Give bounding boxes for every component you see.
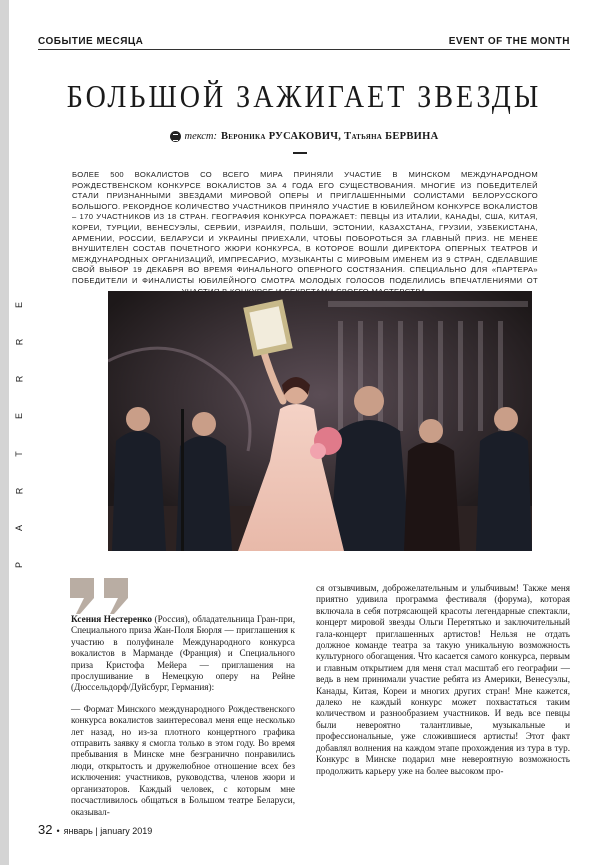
side-letter: R <box>14 338 24 346</box>
article-title: БОЛЬШОЙ ЗАЖИГАЕТ ЗВЕЗДЫ <box>66 79 542 116</box>
interviewee-name: Ксения Нестеренко <box>71 614 153 624</box>
page-footer <box>38 822 152 837</box>
byline <box>38 131 570 142</box>
interview-paragraph: — Формат Минского международного Рождественского конкурса вокалистов заинтересовал меня еще несколько лет назад, но из-за плотного концертного графика отправить заявку я смогла только в этом году. Во время пребывания в Минске мне безгранично понравились люди, открытость и дружелюбное отношение всех без исключения: участников, руководства, членов жюри и организаторов. Каждый человек, с которым мне посчастливилось общаться в Большом театре Беларуси, оказывал- <box>71 703 295 817</box>
article-lead: БОЛЕЕ 500 ВОКАЛИСТОВ СО ВСЕГО МИРА ПРИНЯЛИ УЧАСТИЕ В МИНСКОМ МЕЖДУНАРОДНОМ РОЖДЕСТВЕНСКОМ КОНКУРСЕ ВОКАЛИСТОВ ЗА 4 ГОДА ЕГО СУЩЕСТВОВАНИЯ. МНОГИЕ ИЗ ПОБЕДИТЕЛЕЙ СТАЛИ ПРИЗНАННЫМИ ЗВЕЗДАМИ МИРОВОЙ ОПЕРЫ И ПРИГЛАШЕННЫМИ СОЛИСТАМИ БЕЛОРУССКОГО БОЛЬШОГО. РЕКОРДНОЕ КОЛИЧЕСТВО УЧАСТНИКОВ ПРИНЯЛО УЧАСТИЕ В ЮБИЛЕЙНОМ КОНКУРСЕ ВОКАЛИСТОВ – 170 УЧАСТНИКОВ ИЗ 18 СТРАН. ГЕОГРАФИЯ КОНКУРСА ПОРАЖАЕТ: ПЕВЦЫ ИЗ ИТАЛИИ, КАНАДЫ, США, КИТАЯ, КОРЕИ, ТУРЦИИ, ВЕНЕСУЭЛЫ, СЕРБИИ, ИЗРАИЛЯ, ПОЛЬШИ, ЭСТОНИИ, КАЗАХСТАНА, ГРУЗИИ, УЗБЕКИСТАНА, АРМЕНИИ, РОССИИ, БЕЛАРУСИ И УКРАИНЫ ПРИЕХАЛИ, ЧТОБЫ ПОБОРОТЬСЯ ЗА ГЛАВНЫЙ ПРИЗ. НЕ МЕНЕЕ ВНУШИТЕЛЕН СОСТАВ ПОЧЕТНОГО ЖЮРИ КОНКУРСА, В КОТОРОЕ ВОШЛИ ДИРЕКТОРА ОПЕРНЫХ ТЕАТРОВ И МЕЖДУНАРОДНЫХ ОРГАНИЗАЦИЙ, ИМПРЕСАРИО, МУЗЫКАНТЫ С МИРОВЫМ ИМЕНЕМ ИЗ 9 СТРАН, СДЕЛАВШИЕ СВОЙ ВЫБОР 19 ДЕКАБРЯ ВО ВРЕМЯ ФИНАЛЬНОГО ОПЕРНОГО СОСТЯЗАНИЯ. СПЕЦИАЛЬНО ДЛЯ «ПАРТЕРА» ПОБЕДИТЕЛИ И ФИНАЛИСТЫ ЮБИЛЕЙНОГО СМОТРА МОЛОДЫХ ГОЛОСОВ ПОДЕЛИЛИСЬ ВПЕЧАТЛЕНИЯМИ ОТ <box>72 170 538 285</box>
side-letter: A <box>13 524 24 531</box>
byline-authors: Вероника РУСАКОВИЧ, Татьяна БЕРВИНА <box>221 131 439 142</box>
issue-date: январь | january 2019 <box>63 826 153 836</box>
side-letter: R <box>14 376 24 383</box>
page-edge-bar <box>0 0 9 865</box>
quote-mark-icon <box>68 578 138 614</box>
side-letter: R <box>14 487 24 494</box>
text-column-left <box>71 614 295 818</box>
award-ceremony-photo <box>108 291 532 551</box>
rubric-right: EVENT OF THE MONTH <box>448 36 570 47</box>
side-letter: T <box>14 450 24 457</box>
header-rule <box>38 49 570 50</box>
interviewee-description: (Россия), обладательница Гран-при, Специального приза Жан-Поля Бюрля — приглашения к участию в полуфинале Международного конкурса вокалистов в Марманде (Франция) и Специального приза Кристофа Мейера — приглашения на прослушивание в Немецкую оперу на Рейне (Дюссельдорф/Дуйсбург, Германия): <box>71 614 295 693</box>
side-letter: P <box>13 561 24 568</box>
side-letter: E <box>13 301 24 309</box>
interviewee-intro <box>71 614 295 694</box>
title-divider <box>293 152 307 154</box>
byline-prefix: текст: <box>184 131 217 142</box>
rubric-left: СОБЫТИЕ МЕСЯЦА <box>38 36 144 47</box>
interview-paragraph-continued: ся отзывчивым, доброжелательным и улыбчивым! Также меня приятно удивила программа фестиваля (форума), которая включала в себя потрясающей красоты легендарные спектакли, концерт мировой звезды Ольги Перетятько и заключительный гала-концерт приглашенных артистов! Нельзя не отдать должное команде театра за такую уникальную возможность культурного обогащения. Что касается самого конкурса, первым и главным открытием для меня стал масштаб его географии — ведь в нем принимали участие ребята из Америки, Венесуэлы, Канады, Китая, Кореи и многих других стран! Мне кажется, далеко не каждый конкурс может похвастаться таким количеством и разнообразием участников. И ведь все певцы были невероятно талантливые, музыкальные и профессиональные, уже сложившиеся артисты! Этот факт добавлял волнения на каждом этапе прохождения из тура в тур. Конкурс в Минске подарил мне невероятную возможность продолжить карьеру уже на более высоком про- <box>316 583 570 776</box>
text-icon <box>170 131 181 142</box>
page-number: 32 <box>38 822 53 837</box>
side-magazine-label <box>12 300 26 570</box>
footer-bullet: • <box>56 826 60 836</box>
side-letter: E <box>13 413 24 420</box>
text-column-right <box>316 583 570 777</box>
